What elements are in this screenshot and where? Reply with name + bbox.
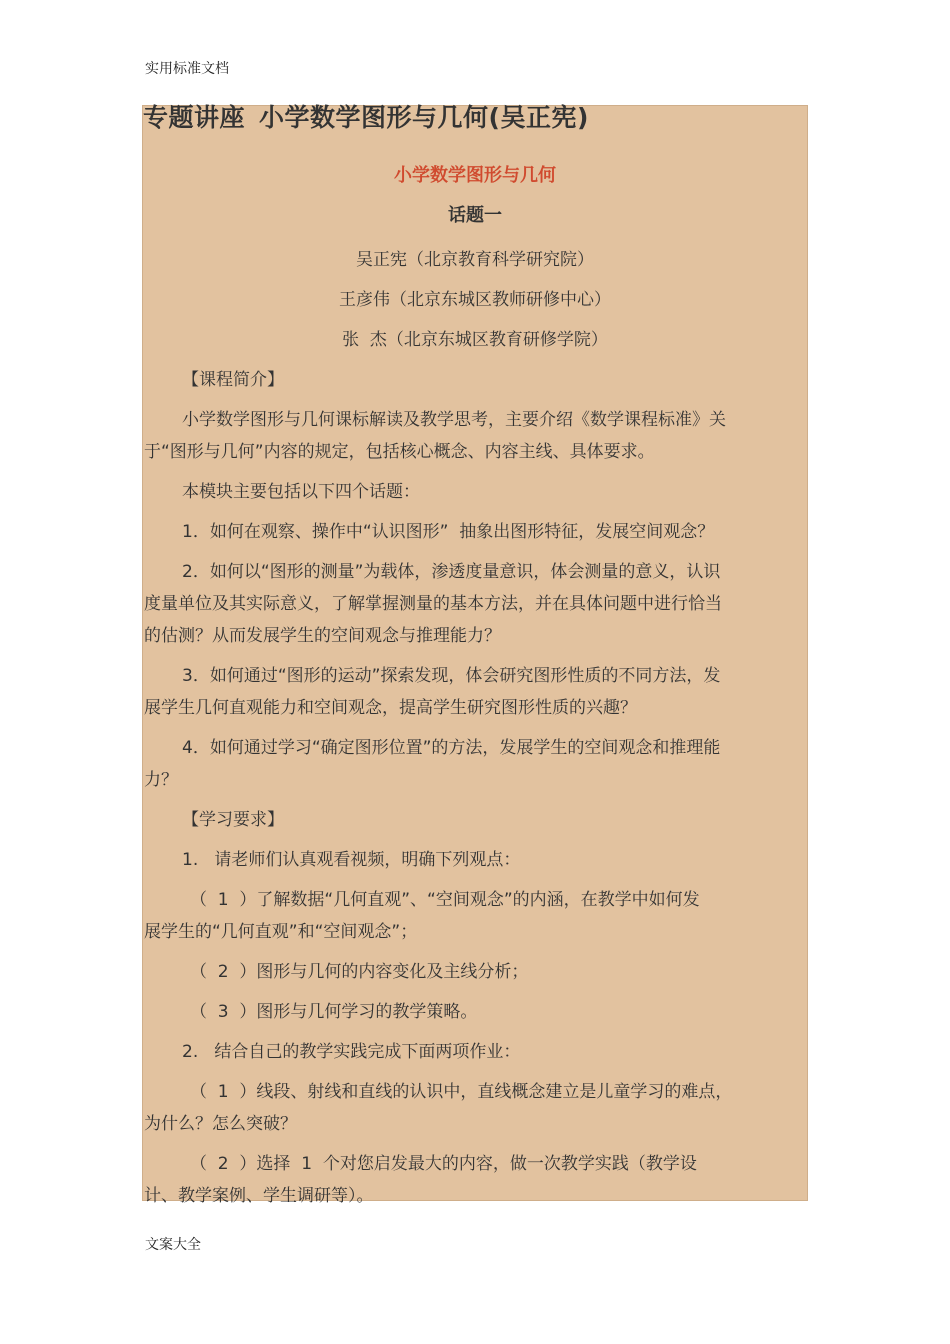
text-line: 于“图形与几何”内容的规定，包括核心概念、内容主线、具体要求。	[144, 442, 655, 462]
text-line: 展学生的“几何直观”和“空间观念”；	[144, 922, 418, 942]
requirement-1-list	[144, 884, 806, 1028]
intro-heading: 【课程简介】	[182, 370, 284, 390]
text-line: （ 1 ）线段、射线和直线的认识中，直线概念建立是儿童学习的难点，	[190, 1082, 733, 1102]
module-intro: 本模块主要包括以下四个话题：	[182, 482, 420, 502]
text-line: 1．如何在观察、操作中“认识图形” 抽象出图形特征，发展空间观念？	[182, 522, 715, 542]
list-item	[144, 1076, 806, 1140]
requirement-2-list	[144, 1076, 806, 1212]
title-part2: 小学数学图形与几何(吴正宪)	[259, 103, 589, 132]
intro-paragraph	[144, 404, 806, 468]
text-line: （ 2 ）选择 1 个对您启发最大的内容，做一次教学实践（教学设	[190, 1154, 697, 1174]
text-line: （ 3 ）图形与几何学习的教学策略。	[190, 1002, 478, 1022]
document-title	[143, 98, 589, 134]
text-line: 展学生几何直观能力和空间观念，提高学生研究图形性质的兴趣？	[144, 698, 637, 718]
requirement-1: 1. 请老师们认真观看视频，明确下列观点：	[182, 850, 521, 870]
text-line: 力？	[144, 770, 178, 790]
list-item	[144, 516, 806, 548]
author-line: 王彦伟（北京东城区教师研修中心）	[339, 290, 611, 310]
text-line: 2．如何以“图形的测量”为载体，渗透度量意识，体会测量的意义，认识	[182, 562, 721, 582]
author-line: 吴正宪（北京教育科学研究院）	[356, 250, 594, 270]
article-body	[144, 160, 806, 1212]
list-item	[144, 1148, 806, 1212]
text-line: 3．如何通过“图形的运动”探索发现，体会研究图形性质的不同方法，发	[182, 666, 721, 686]
text-line: 小学数学图形与几何课标解读及教学思考，主要介绍《数学课程标准》关	[182, 410, 726, 430]
topic-list	[144, 516, 806, 796]
text-line: 度量单位及其实际意义，了解掌握测量的基本方法，并在具体问题中进行恰当	[144, 594, 722, 614]
article-subtitle: 小学数学图形与几何	[394, 165, 556, 186]
list-item	[144, 884, 806, 948]
list-item	[144, 660, 806, 724]
text-line: 4．如何通过学习“确定图形位置”的方法，发展学生的空间观念和推理能	[182, 738, 721, 758]
text-line: （ 1 ）了解数据“几何直观”、“空间观念”的内涵，在教学中如何发	[190, 890, 700, 910]
text-line: 计、教学案例、学生调研等）。	[144, 1186, 374, 1206]
requirement-2: 2. 结合自己的教学实践完成下面两项作业：	[182, 1042, 521, 1062]
list-item	[144, 996, 806, 1028]
text-line: （ 2 ）图形与几何的内容变化及主线分析；	[190, 962, 529, 982]
requirements-heading: 【学习要求】	[182, 810, 284, 830]
list-item	[144, 732, 806, 796]
page-header: 实用标准文档	[145, 61, 229, 77]
list-item	[144, 556, 806, 652]
page-footer: 文案大全	[145, 1237, 201, 1253]
text-line: 为什么？怎么突破？	[144, 1114, 297, 1134]
topic-label: 话题一	[448, 205, 502, 226]
author-line: 张 杰（北京东城区教育研修学院）	[342, 330, 608, 350]
list-item	[144, 956, 806, 988]
title-part1: 专题讲座	[143, 103, 246, 132]
text-line: 的估测？从而发展学生的空间观念与推理能力？	[144, 626, 501, 646]
